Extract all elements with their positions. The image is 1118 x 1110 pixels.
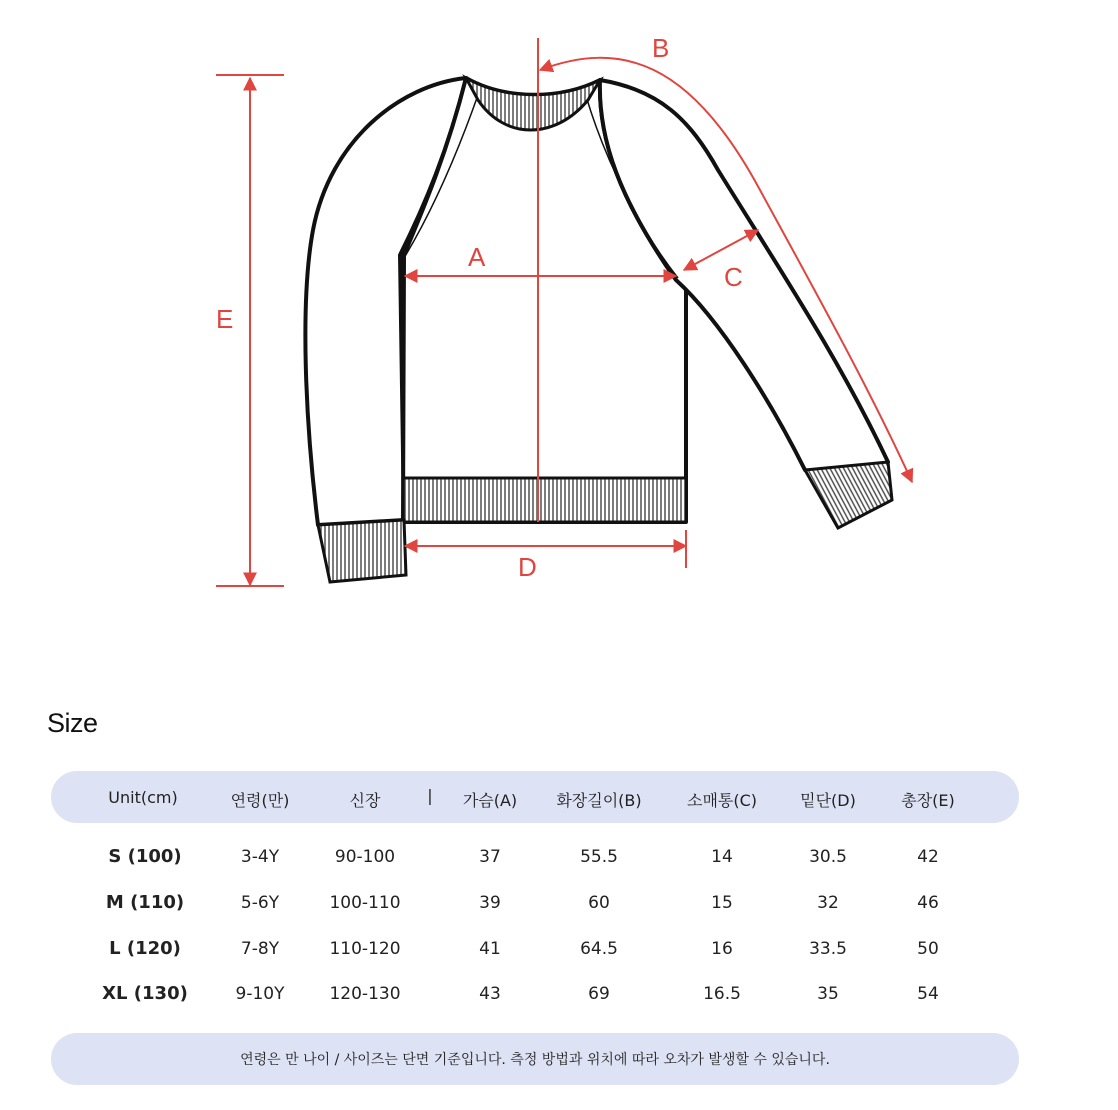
table-cell: 32 xyxy=(817,893,839,913)
table-cell: 42 xyxy=(917,847,939,867)
table-cell: 14 xyxy=(711,847,733,867)
table-cell: 69 xyxy=(588,984,610,1004)
header-sleeve-length: 화장길이(B) xyxy=(556,791,642,810)
table-cell: 15 xyxy=(711,893,733,913)
table-header-bar xyxy=(51,771,1019,823)
label-A: A xyxy=(468,242,486,272)
table-cell: 90-100 xyxy=(334,847,396,867)
header-age: 연령(만) xyxy=(230,791,290,810)
table-cell: 5-6Y xyxy=(240,893,280,913)
table-cell: 16 xyxy=(711,939,733,959)
header-chest: 가슴(A) xyxy=(462,791,518,810)
size-title: Size xyxy=(47,708,98,738)
table-cell: 16.5 xyxy=(703,984,741,1004)
header-sleeve-width: 소매통(C) xyxy=(686,791,758,810)
table-row-label: L (120) xyxy=(109,938,181,959)
sweatshirt-outline xyxy=(305,78,888,525)
table-cell: 54 xyxy=(917,984,939,1004)
table-cell: 7-8Y xyxy=(240,939,280,959)
right-cuff xyxy=(805,462,892,528)
table-cell: 64.5 xyxy=(580,939,618,959)
table-cell: 30.5 xyxy=(809,847,847,867)
table-cell: 110-120 xyxy=(329,939,401,959)
table-row-label: M (110) xyxy=(105,892,185,913)
hem-rib xyxy=(403,478,686,522)
table-cell: 33.5 xyxy=(809,939,847,959)
table-cell: 43 xyxy=(479,984,501,1004)
header-total-length: 총장(E) xyxy=(901,791,955,810)
header-unit: Unit(cm) xyxy=(108,788,178,807)
table-cell: 41 xyxy=(479,939,501,959)
label-D: D xyxy=(518,552,537,582)
table-cell: 55.5 xyxy=(580,847,618,867)
label-E: E xyxy=(216,304,234,334)
table-cell: 3-4Y xyxy=(240,847,280,867)
table-cell: 35 xyxy=(817,984,839,1004)
header-hem: 밑단(D) xyxy=(800,791,856,810)
label-B: B xyxy=(652,33,670,63)
header-height: 신장 xyxy=(349,791,381,810)
table-cell: 46 xyxy=(917,893,939,913)
label-C: C xyxy=(724,262,743,292)
note-bar xyxy=(51,1033,1019,1085)
table-cell: 60 xyxy=(588,893,610,913)
table-cell: 9-10Y xyxy=(235,984,285,1004)
header-divider: | xyxy=(427,786,433,805)
table-row-label: XL (130) xyxy=(102,983,188,1004)
size-note: 연령은 만 나이 / 사이즈는 단면 기준입니다. 측정 방법과 위치에 따라 오차가 발생할 수 있습니다. xyxy=(240,1052,830,1068)
table-cell: 39 xyxy=(479,893,501,913)
table-cell: 50 xyxy=(917,939,939,959)
table-row-label: S (100) xyxy=(108,846,182,867)
table-cell: 37 xyxy=(479,847,501,867)
left-cuff xyxy=(318,520,406,582)
table-cell: 120-130 xyxy=(329,984,401,1004)
table-cell: 100-110 xyxy=(329,893,401,913)
